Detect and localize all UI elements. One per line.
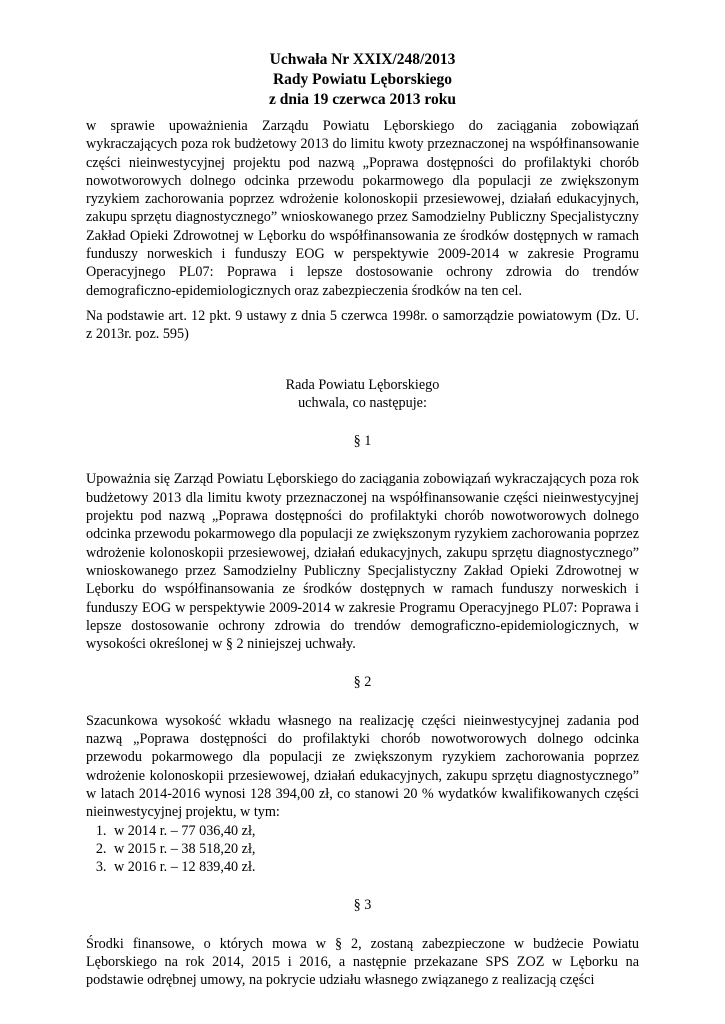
section-1-heading: § 1 — [353, 433, 372, 450]
resolution-number: Uchwała Nr XXIX/248/2013 — [269, 51, 456, 68]
council-name: Rady Powiatu Lęborskiego — [272, 71, 453, 88]
amount-2016: 3. w 2016 r. – 12 839,40 zł. — [110, 858, 639, 876]
section-3-heading: § 3 — [353, 897, 372, 914]
amounts-list — [86, 822, 639, 877]
section-2-heading: § 2 — [353, 674, 372, 691]
resolves-statement: uchwala, co następuje: — [298, 394, 427, 411]
resolves-council: Rada Powiatu Lęborskiego — [285, 376, 440, 393]
document-page — [86, 50, 639, 990]
section-2-text: Szacunkowa wysokość wkładu własnego na realizację części nieinwestycyjnej zadania pod nazwą „Poprawa dostępności do profilaktyki chorób nowotworowych dolnego odcinka przewodu pokarmowego dla populacji ze zwiększonym ryzykiem zachorowania poprzez wdrożenie kolonoskopii przesiewowej, działań edukacyjnych, zakupu sprzętu diagnostycznego” w latach 2014-2016 wynosi 128 394,00 zł, co stanowi 20 % wydatków kwalifikowanych części nieinwestycyjnej projektu, w tym: — [86, 712, 639, 821]
section-1-text: Upoważnia się Zarząd Powiatu Lęborskiego do zaciągania zobowiązań wykraczających poza rok budżetowy 2013 dla limitu kwoty przeznaczonej na współfinansowanie części nieinwestycyjnej projektu pod nazwą „Poprawa dostępności do profilaktyki chorób nowotworowych dolnego odcinka przewodu pokarmowego dla populacji ze zwiększonym ryzykiem zachorowania poprzez wdrożenie kolonoskopii przesiewowej, działań edukacyjnych, zakupu sprzętu diagnostycznego” wnioskowanego przez Samodzielny Publiczny Specjalistyczny Zakład Opieki Zdrowotnej w Lęborku do współfinansowania ze środków dostępnych w ramach funduszy norweskich i funduszy EOG w perspektywie 2009-2014 w zakresie Programu Operacyjnego PL07: Poprawa i lepsze dostosowanie ochrony zdrowia do trendów demograficzno-epidemiologicznych, w wysokości określonej w § 2 niniejszej uchwały. — [86, 471, 639, 653]
subject-paragraph: w sprawie upoważnienia Zarządu Powiatu Lęborskiego do zaciągania zobowiązań wykraczających poza rok budżetowy 2013 do limitu kwoty przeznaczonej na współfinansowanie części nieinwestycyjnej projektu pod nazwą „Poprawa dostępności do profilaktyki chorób nowotworowych dolnego odcinka przewodu pokarmowego dla populacji ze zwiększonym ryzykiem zachorowania poprzez wdrożenie kolonoskopii przesiewowej, działań edukacyjnych, zakupu sprzętu diagnostycznego” wnioskowanego przez Samodzielny Publiczny Specjalistyczny Zakład Opieki Zdrowotnej w Lęborku do współfinansowania ze środków dostępnych w ramach funduszy norweskich i funduszy EOG w perspektywie 2009-2014 w zakresie Programu Operacyjnego PL07: Poprawa i lepsze dostosowanie ochrony zdrowia do trendów demograficzno-epidemiologicznych oraz zabezpieczenia środków na ten cel. — [86, 118, 639, 299]
section-3-text: Środki finansowe, o których mowa w § 2, zostaną zabezpieczone w budżecie Powiatu Lęborskiego na rok 2014, 2015 i 2016, a następnie przekazane SPS ZOZ w Lęborku na podstawie odrębnej umowy, na pokrycie udziału własnego związanego z realizacją części — [86, 935, 639, 989]
resolution-date: z dnia 19 czerwca 2013 roku — [269, 91, 456, 108]
legal-basis-paragraph: Na podstawie art. 12 pkt. 9 ustawy z dnia 5 czerwca 1998r. o samorządzie powiatowym (Dz. U. z 2013r. poz. 595) — [86, 307, 639, 343]
amount-2014: 1. w 2014 r. – 77 036,40 zł, — [110, 822, 639, 840]
document-title — [86, 50, 639, 110]
amount-2015: 2. w 2015 r. – 38 518,20 zł, — [110, 840, 639, 858]
